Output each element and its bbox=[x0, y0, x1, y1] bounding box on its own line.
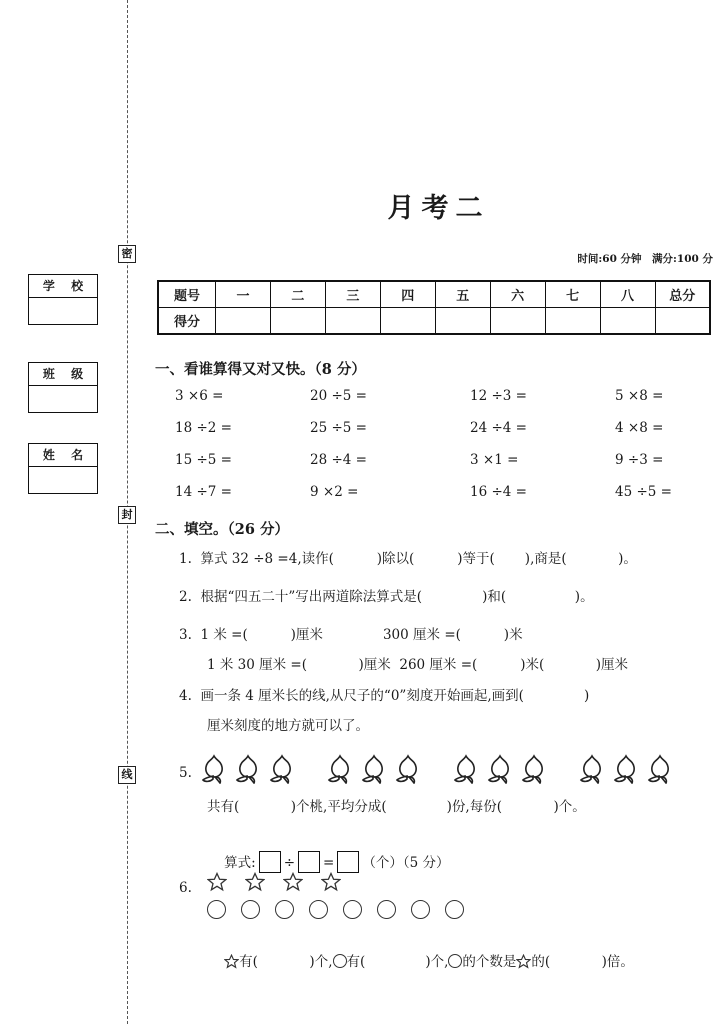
peach-group bbox=[199, 752, 297, 784]
arithmetic-problem: 16 ÷4 = bbox=[470, 484, 527, 500]
exam-meta-info: 时间:60 分钟 满分:100 分 bbox=[577, 253, 713, 265]
arithmetic-row bbox=[155, 484, 715, 516]
name-label: 姓 名 bbox=[29, 444, 97, 467]
score-col-head-0: 一 bbox=[216, 281, 271, 308]
table-row-header bbox=[158, 281, 710, 308]
score-col-head-8: 总分 bbox=[655, 281, 710, 308]
peach-icon bbox=[359, 752, 389, 784]
arithmetic-problem: 12 ÷3 = bbox=[470, 388, 527, 404]
score-col-head-1: 二 bbox=[270, 281, 325, 308]
peach-icon bbox=[577, 752, 607, 784]
arithmetic-problem: 20 ÷5 = bbox=[310, 388, 367, 404]
peach-icon bbox=[325, 752, 355, 784]
school-write-area[interactable] bbox=[29, 298, 97, 324]
arithmetic-problem: 14 ÷7 = bbox=[175, 484, 232, 500]
class-label: 班 级 bbox=[29, 363, 97, 386]
page-title: 月考二 bbox=[387, 193, 490, 224]
star-illustration-row bbox=[207, 872, 341, 892]
star-icon bbox=[516, 954, 531, 969]
section-heading-2: 二、填空。（26 分） bbox=[155, 521, 289, 538]
arithmetic-problem: 18 ÷2 = bbox=[175, 420, 232, 436]
circle-icon bbox=[445, 900, 464, 919]
peach-icon bbox=[451, 752, 481, 784]
school-label: 学 校 bbox=[29, 275, 97, 298]
class-field-box[interactable] bbox=[28, 362, 98, 413]
score-cell-3[interactable] bbox=[380, 308, 435, 335]
formula-suffix: （个）（5 分） bbox=[362, 855, 450, 872]
star-icon bbox=[321, 872, 341, 892]
answer-box-3[interactable] bbox=[337, 851, 359, 873]
arithmetic-problem: 28 ÷4 = bbox=[310, 452, 367, 468]
circle-illustration-row bbox=[207, 900, 464, 919]
question-1: 1. 算式 32 ÷8 =4,读作( )除以( )等于( ),商是( )。 bbox=[179, 551, 637, 567]
score-cell-1[interactable] bbox=[270, 308, 325, 335]
circle-icon bbox=[309, 900, 328, 919]
peach-icon bbox=[645, 752, 675, 784]
question-6-part-b: 有( )个, bbox=[346, 954, 449, 971]
arithmetic-grid bbox=[155, 388, 715, 516]
peach-icon bbox=[485, 752, 515, 784]
formula-operator-equals: = bbox=[323, 855, 335, 872]
question-6-number: 6. bbox=[179, 880, 192, 896]
section-heading-1: 一、看谁算得又对又快。（8 分） bbox=[155, 361, 366, 378]
score-col-head-4: 五 bbox=[435, 281, 490, 308]
score-col-head-6: 七 bbox=[545, 281, 600, 308]
arithmetic-problem: 5 ×8 = bbox=[615, 388, 664, 404]
circle-icon bbox=[377, 900, 396, 919]
arithmetic-problem: 15 ÷5 = bbox=[175, 452, 232, 468]
circle-icon bbox=[207, 900, 226, 919]
arithmetic-problem: 45 ÷5 = bbox=[615, 484, 672, 500]
arithmetic-row bbox=[155, 388, 715, 420]
question-3-line2: 1 米 30 厘米 =( )厘米 260 厘米 =( )米( )厘米 bbox=[207, 657, 628, 673]
score-cell-0[interactable] bbox=[216, 308, 271, 335]
peach-group bbox=[325, 752, 423, 784]
peach-icon bbox=[393, 752, 423, 784]
arithmetic-problem: 9 ÷3 = bbox=[615, 452, 664, 468]
seal-char-feng: 封 bbox=[118, 506, 136, 524]
peach-icon bbox=[519, 752, 549, 784]
seal-char-xian: 线 bbox=[118, 766, 136, 784]
exam-content bbox=[155, 0, 715, 1024]
arithmetic-problem: 25 ÷5 = bbox=[310, 420, 367, 436]
circle-icon bbox=[411, 900, 430, 919]
score-col-head-7: 八 bbox=[600, 281, 655, 308]
question-2: 2. 根据“四五二十”写出两道除法算式是( )和( )。 bbox=[179, 589, 594, 605]
circle-icon bbox=[343, 900, 362, 919]
star-icon bbox=[245, 872, 265, 892]
peach-group bbox=[577, 752, 675, 784]
arithmetic-problem: 3 ×6 = bbox=[175, 388, 224, 404]
question-6-text bbox=[207, 938, 634, 987]
circle-icon bbox=[275, 900, 294, 919]
question-6-part-d: 的( )倍。 bbox=[531, 954, 634, 971]
score-col-head-3: 四 bbox=[380, 281, 435, 308]
question-6-part-c: 的个数是 bbox=[462, 954, 517, 971]
star-icon bbox=[224, 954, 239, 969]
formula-operator-divide: ÷ bbox=[283, 855, 296, 872]
question-3-line1: 3. 1 米 =( )厘米 300 厘米 =( )米 bbox=[179, 627, 523, 643]
class-write-area[interactable] bbox=[29, 386, 97, 412]
peach-icon bbox=[611, 752, 641, 784]
question-5-text: 共有( )个桃,平均分成( )份,每份( )个。 bbox=[207, 799, 586, 815]
arithmetic-row bbox=[155, 420, 715, 452]
name-field-box[interactable] bbox=[28, 443, 98, 494]
name-write-area[interactable] bbox=[29, 467, 97, 493]
peach-icon bbox=[267, 752, 297, 784]
star-icon bbox=[283, 872, 303, 892]
answer-box-2[interactable] bbox=[298, 851, 320, 873]
score-cell-6[interactable] bbox=[545, 308, 600, 335]
circle-icon bbox=[448, 954, 462, 968]
answer-box-1[interactable] bbox=[259, 851, 281, 873]
peach-illustration bbox=[199, 752, 699, 788]
score-cell-4[interactable] bbox=[435, 308, 490, 335]
score-col-head-5: 六 bbox=[490, 281, 545, 308]
question-6-part-a: 有( )个, bbox=[239, 954, 333, 971]
seal-char-mi: 密 bbox=[118, 245, 136, 263]
star-icon bbox=[207, 872, 227, 892]
score-table-row-label-0: 题号 bbox=[158, 281, 216, 308]
arithmetic-problem: 24 ÷4 = bbox=[470, 420, 527, 436]
arithmetic-problem: 9 ×2 = bbox=[310, 484, 359, 500]
peach-group bbox=[451, 752, 549, 784]
score-cell-7[interactable] bbox=[600, 308, 655, 335]
formula-label: 算式: bbox=[224, 855, 256, 872]
arithmetic-problem: 3 ×1 = bbox=[470, 452, 519, 468]
score-cell-8[interactable] bbox=[655, 308, 710, 335]
circle-icon bbox=[333, 954, 347, 968]
school-field-box[interactable] bbox=[28, 274, 98, 325]
question-4-line1: 4. 画一条 4 厘米长的线,从尺子的“0”刻度开始画起,画到( ) bbox=[179, 688, 590, 704]
score-col-head-2: 三 bbox=[325, 281, 380, 308]
table-row-scores bbox=[158, 308, 710, 335]
score-cell-2[interactable] bbox=[325, 308, 380, 335]
circle-icon bbox=[241, 900, 260, 919]
score-table bbox=[157, 280, 711, 335]
arithmetic-problem: 4 ×8 = bbox=[615, 420, 664, 436]
question-4-line2: 厘米刻度的地方就可以了。 bbox=[207, 718, 369, 734]
score-table-row-label-1: 得分 bbox=[158, 308, 216, 335]
peach-icon bbox=[199, 752, 229, 784]
score-cell-5[interactable] bbox=[490, 308, 545, 335]
question-5-number: 5. bbox=[179, 765, 192, 781]
peach-icon bbox=[233, 752, 263, 784]
arithmetic-row bbox=[155, 452, 715, 484]
